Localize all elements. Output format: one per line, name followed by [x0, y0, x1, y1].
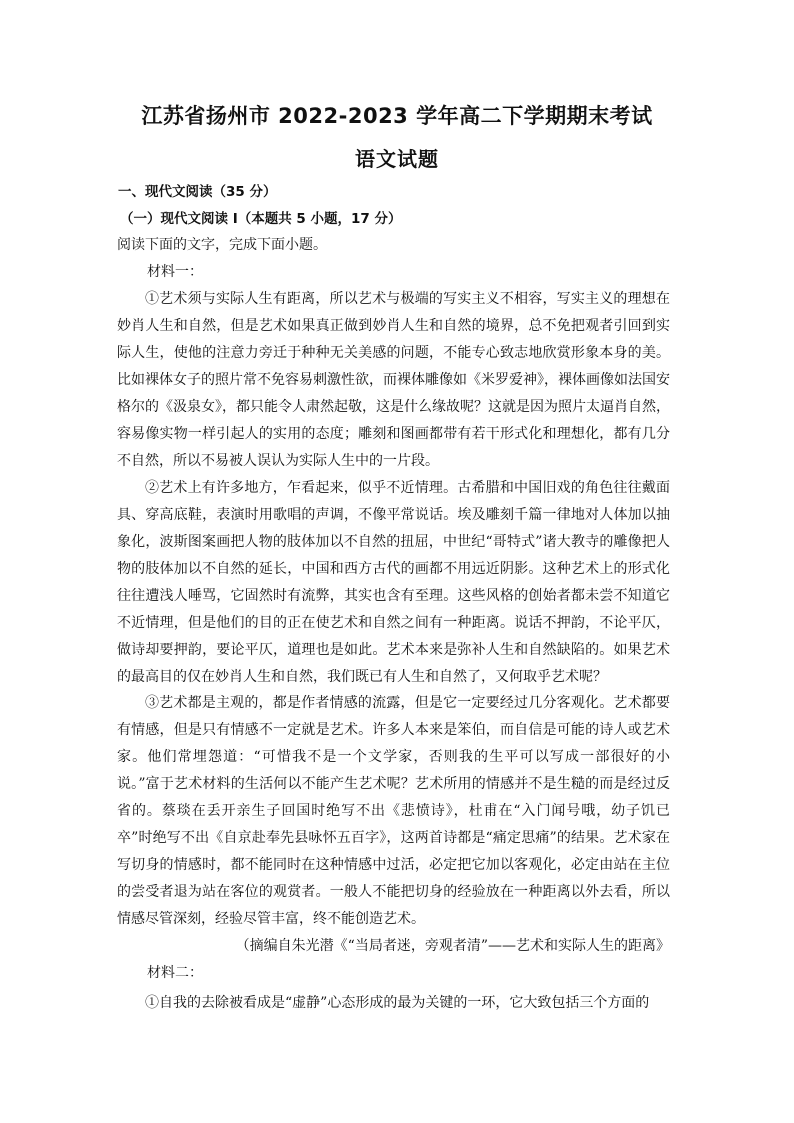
exam-title: 江苏省扬州市 2022-2023 学年高二下学期期末考试: [141, 104, 653, 128]
exam-subtitle: 语文试题: [355, 147, 439, 171]
instruction-line: 阅读下面的文字，完成下面小题。: [117, 237, 327, 253]
paragraph-text: ③艺术都是主观的，都是作者情感的流露，但是它一定要经过几分客观化。艺术都要有情感，但是只有情感不一定就是艺术。许多人本来是笨伯，而自信是可能的诗人或艺术家。他们常埋怨道：“可惜我不是一个文学家，否则我的生平可以写成一部很好的小说。”富于艺术材料的生活何以不能产生艺术呢？艺术所用的情感并不是生糙的而是经过反省的。蔡琰在丢开亲生子回国时绝写不出《悲愤诗》，杜甫在“入门闻号哦，幼子饥已卒”时绝写不出《自京赴奉先县咏怀五百字》，这两首诗都是“痛定思痛”的结果。艺术家在写切身的情感时，都不能同时在这种情感中过活，必定把它加以客观化，必定由站在主位的尝受者退为站在客位的观赏者。一般人不能把切身的经验放在一种距离以外去看，所以情感尽管深刻，经验尽管丰富，终不能创造艺术。: [117, 695, 670, 927]
material-one-paragraph-3: [117, 690, 670, 933]
instruction-text: [117, 232, 670, 259]
subsection-heading: （一）现代文阅读 I（本题共 5 小题，17 分）: [120, 211, 402, 227]
material-one-paragraph-1: [117, 286, 670, 475]
material-one-label: 材料一：: [147, 264, 203, 280]
paragraph-text: ②艺术上有许多地方，乍看起来，似乎不近情理。古希腊和中国旧戏的角色往往戴面具、穿高底鞋，表演时用歌唱的声调，不像平常说话。埃及雕刻千篇一律地对人体加以抽象化，波斯图案画把人物的肢体加以不自然的扭屈，中世纪“哥特式”诸大教寺的雕像把人物的肢体加以不自然的延长，中国和西方古代的画都不用远近阴影。这种艺术上的形式化往往遭浅人唾骂，它固然时有流弊，其实也含有至理。这些风格的创始者都未尝不知道它不近情理，但是他们的目的正在使艺术和自然之间有一种距离。说话不押韵，不论平仄，做诗却要押韵，要论平仄，道理也是如此。艺术本来是弥补人生和自然缺陷的。如果艺术的最高目的仅在妙肖人生和自然，我们既已有人生和自然了，又何取乎艺术呢？: [117, 480, 670, 685]
material-one-paragraph-2: [117, 475, 670, 691]
section-heading: 一、现代文阅读（35 分）: [118, 184, 277, 200]
material-two-paragraph-1: [117, 990, 670, 1017]
material-one-source: （摘编自朱光潜《“当局者迷，旁观者清”——艺术和实际人生的距离》: [235, 938, 670, 954]
material-two-label: 材料二：: [147, 965, 203, 981]
paragraph-text: ①自我的去除被看成是“虚静”心态形成的最为关键的一环，它大致包括三个方面的: [145, 995, 650, 1011]
paragraph-text: ①艺术须与实际人生有距离，所以艺术与极端的写实主义不相容，写实主义的理想在妙肖人生和自然，但是艺术如果真正做到妙肖人生和自然的境界，总不免把观者引回到实际人生，使他的注意力旁迁于种种无关美感的问题，不能专心致志地欣赏形象本身的美。比如裸体女子的照片常不免容易刺激性欲，而裸体雕像如《米罗爱神》，裸体画像如法国安格尔的《汲泉女》，都只能令人肃然起敬，这是什么缘故呢？这就是因为照片太逼肖自然，容易像实物一样引起人的实用的态度；雕刻和图画都带有若干形式化和理想化，都有几分不自然，所以不易被人误认为实际人生中的一片段。: [117, 291, 670, 469]
